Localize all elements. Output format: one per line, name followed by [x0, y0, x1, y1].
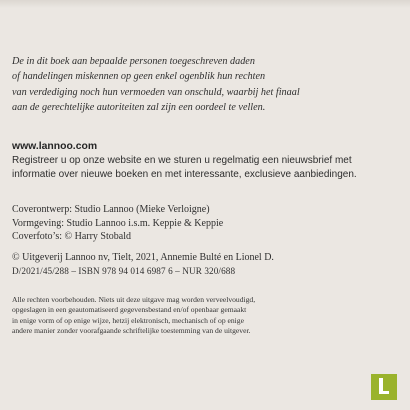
newsletter-text: Registreer u op onze website en we sturen u regelmatig een nieuwsbrief met [12, 155, 352, 167]
rights-line: opgeslagen in een geautomatiseerd gegevensbestand en/of openbaar gemaakt [12, 305, 247, 315]
rights-line: Alle rechten voorbehouden. Niets uit deze uitgave mag worden verveelvoudigd, [12, 295, 256, 304]
copyright-line: © Uitgeverij Lannoo nv, Tielt, 2021, Annemie Bulté en Lionel D. [12, 252, 274, 263]
logo-letter-foot [379, 391, 389, 394]
website-block [12, 140, 402, 183]
rights-line: in enige vorm of op enige wijze, hetzij elektronisch, mechanisch of op enige [12, 315, 244, 325]
page-edge-shadow [0, 0, 410, 8]
rights-reserved-block [12, 295, 402, 336]
website-url: www.lannoo.com [12, 141, 98, 152]
copyright-block [12, 251, 402, 278]
lannoo-logo-icon [371, 374, 397, 400]
credits-block [12, 203, 392, 244]
cover-photo-credit: Coverfoto’s: © Harry Stobald [12, 231, 131, 243]
cover-design-credit: Coverontwerp: Studio Lannoo (Mieke Verloigne) [12, 204, 210, 215]
rights-line: andere manier zonder voorafgaande schriftelijke toestemming van de uitgever. [12, 325, 251, 335]
disclaimer-line: of handelingen miskennen op geen enkel ogenblik hun rechten [12, 71, 266, 83]
layout-credit: Vormgeving: Studio Lannoo i.s.m. Keppie & Keppie [12, 217, 224, 229]
disclaimer-line: aan de gerechtelijke autoriteiten zal zijn een oordeel te vellen. [12, 102, 266, 114]
legal-disclaimer [12, 54, 392, 116]
isbn-line: D/2021/45/288 – ISBN 978 94 014 6987 6 – NUR 320/688 [12, 265, 236, 276]
disclaimer-line: De in dit boek aan bepaalde personen toegeschreven daden [12, 56, 255, 67]
disclaimer-line: van verdediging noch hun vermoeden van onschuld, waarbij het finaal [12, 86, 300, 98]
newsletter-text: informatie over nieuwe boeken en met interessante, exclusieve aanbiedingen. [12, 169, 357, 181]
